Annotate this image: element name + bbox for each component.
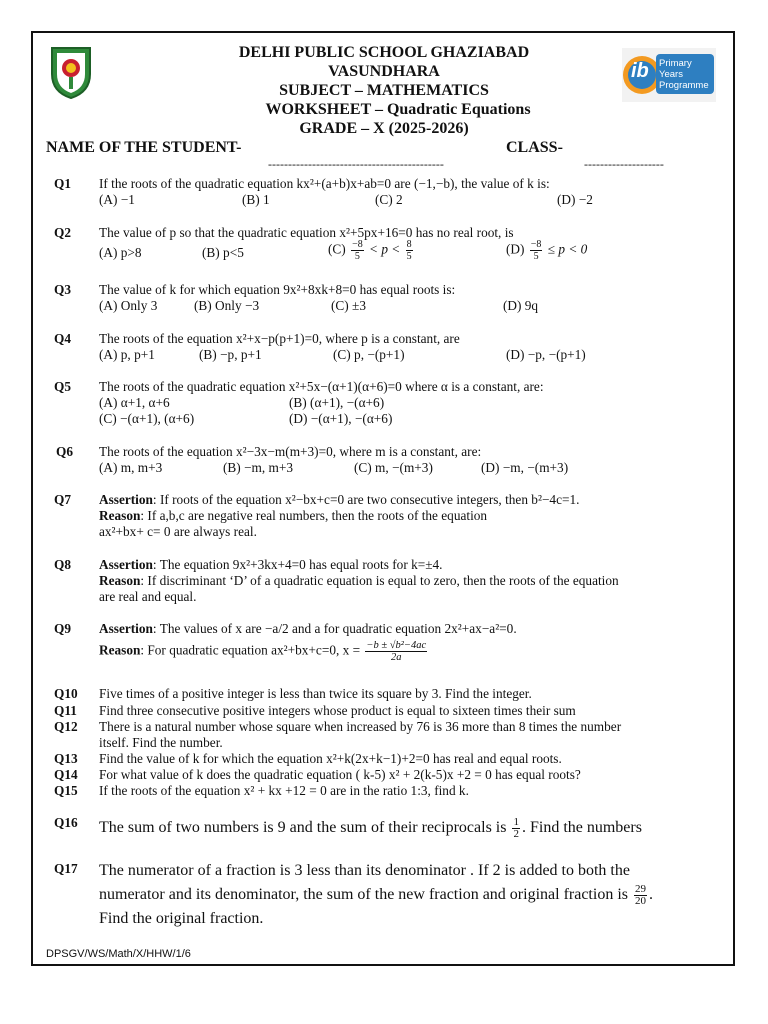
q7-number: Q7: [54, 492, 71, 507]
q9-reason: [99, 640, 429, 663]
q6-option-a: (A) m, m+3: [99, 460, 163, 475]
q4-text: The roots of the equation x²+x−p(p+1)=0, where p is a constant, are: [99, 331, 460, 346]
q13-number: Q13: [54, 751, 78, 766]
q9-assertion-text: : The values of x are −a/2 and a for quadratic equation 2x²+ax−a²=0.: [152, 621, 517, 636]
q1-option-c: (C) 2: [375, 192, 403, 207]
student-name-line: --------------------------------------------: [268, 157, 444, 171]
ib-programme-label: Primary Years Programme: [659, 58, 709, 91]
q2-fraction-neg-num: −8: [352, 239, 363, 250]
q7-assertion: [99, 492, 579, 508]
q14-number: Q14: [54, 767, 78, 782]
q5-option-c: (C) −(α+1), (α+6): [99, 411, 195, 426]
q2-option-d-label: (D): [506, 241, 525, 257]
q10-text: Five times of a positive integer is less than twice its square by 3. Find the integer.: [99, 686, 532, 701]
q15-number: Q15: [54, 783, 78, 798]
q7-reason-text: : If a,b,c are negative real numbers, then the roots of the equation: [140, 508, 488, 523]
q2-fraction-d-den: 5: [533, 251, 539, 262]
q16-fraction-den: 2: [513, 827, 519, 840]
q2-fraction-pos: [406, 239, 413, 262]
q16-text-main: The sum of two numbers is 9 and the sum of their reciprocals is: [99, 819, 507, 836]
q13-text: Find the value of k for which the equation x²+k(2x+k−1)+2=0 has real and equal roots.: [99, 751, 562, 766]
q5-option-d: (D) −(α+1), −(α+6): [289, 411, 393, 426]
q2-fraction-neg-den: 5: [354, 251, 360, 262]
q8-assertion-label: Assertion: [99, 557, 153, 572]
class-line: --------------------: [584, 157, 664, 171]
q2-option-c-mid: < p <: [365, 241, 404, 257]
q3-option-d: (D) 9q: [503, 298, 539, 313]
class-label: CLASS-: [506, 139, 563, 156]
q5-number: Q5: [54, 379, 71, 394]
q2-fraction-d-num: −8: [530, 239, 542, 250]
q8-reason-text: : If discriminant ‘D’ of a quadratic equation is equal to zero, then the roots of the equation: [140, 573, 619, 588]
q2-fraction-neg: [351, 239, 364, 262]
q8-reason: [99, 573, 619, 589]
q1-number: Q1: [54, 176, 71, 191]
q12-text-continued: itself. Find the number.: [99, 735, 223, 750]
q1-option-b: (B) 1: [242, 192, 270, 207]
q17-number: Q17: [54, 861, 78, 876]
q17-fraction-num: 29: [634, 882, 646, 895]
q5-text: The roots of the quadratic equation x²+5x−(α+1)(α+6)=0 where α is a constant, are:: [99, 379, 544, 394]
q8-assertion: [99, 557, 443, 573]
q4-number: Q4: [54, 331, 71, 346]
q4-option-b: (B) −p, p+1: [199, 347, 262, 362]
q10-number: Q10: [54, 686, 78, 701]
q17-line2-text: numerator and its denominator, the sum of the new fraction and original fraction is: [99, 886, 628, 903]
q12-number: Q12: [54, 719, 78, 734]
q1-option-a: (A) −1: [99, 192, 135, 207]
q17-line1: The numerator of a fraction is 3 less than its denominator . If 2 is added to both the: [99, 862, 630, 879]
q16-text-end: . Find the numbers: [521, 819, 642, 836]
q6-option-b: (B) −m, m+3: [223, 460, 294, 475]
q9-reason-text: : For quadratic equation ax²+bx+c=0, x =: [140, 642, 361, 658]
q2-fraction-pos-den: 5: [406, 251, 412, 262]
q2-option-d: [506, 239, 587, 262]
q1-option-d: (D) −2: [557, 192, 593, 207]
q3-text: The value of k for which equation 9x²+8xk+8=0 has equal roots is:: [99, 282, 456, 297]
q11-number: Q11: [54, 703, 77, 718]
q4-option-d: (D) −p, −(p+1): [506, 347, 586, 362]
q4-option-c: (C) p, −(p+1): [333, 347, 405, 362]
q9-formula-num: −b ± √b²−4ac: [366, 640, 427, 651]
q1-text: If the roots of the quadratic equation kx²+(a+b)x+ab=0 are (−1,−b), the value of k is:: [99, 176, 550, 191]
q9-quadratic-formula: [365, 640, 427, 663]
q17-line3: Find the original fraction.: [99, 910, 264, 927]
q12-text: There is a natural number whose square when increased by 76 is 36 more than 8 times the number: [99, 719, 622, 734]
q2-option-c-label: (C): [328, 241, 346, 257]
q17-fraction: [634, 884, 647, 907]
q3-number: Q3: [54, 282, 71, 297]
q9-number: Q9: [54, 621, 71, 636]
q7-assertion-text: : If roots of the equation x²−bx+c=0 are two consecutive integers, then b²−4c=1.: [152, 492, 580, 507]
q6-text: The roots of the equation x²−3x−m(m+3)=0, where m is a constant, are:: [99, 444, 482, 459]
q3-option-a: (A) Only 3: [99, 298, 158, 313]
q7-reason-continued: ax²+bx+ c= 0 are always real.: [99, 524, 257, 539]
grade-title: GRADE – X (2025-2026): [299, 120, 469, 137]
q2-option-d-rest: ≤ p < 0: [544, 241, 588, 257]
q16-text: [99, 816, 642, 840]
q4-option-a: (A) p, p+1: [99, 347, 155, 362]
subject-title: SUBJECT – MATHEMATICS: [279, 82, 489, 99]
ib-mark: ib: [631, 60, 649, 82]
q3-option-c: (C) ±3: [331, 298, 366, 313]
student-name-label: NAME OF THE STUDENT-: [46, 139, 242, 156]
document-code: DPSGV/WS/Math/X/HHW/1/6: [46, 948, 191, 960]
q9-formula-den: 2a: [391, 652, 402, 663]
q6-option-c: (C) m, −(m+3): [354, 460, 433, 475]
q9-assertion: [99, 621, 517, 637]
q9-reason-label: Reason: [99, 642, 141, 658]
q6-option-d: (D) −m, −(m+3): [481, 460, 569, 475]
q11-text: Find three consecutive positive integers whose product is equal to sixteen times their sum: [99, 703, 576, 718]
q8-reason-continued: are real and equal.: [99, 589, 197, 604]
q16-fraction-num: 1: [513, 815, 519, 828]
q17-line2-end: .: [648, 886, 653, 903]
school-branch: VASUNDHARA: [328, 63, 440, 80]
q5-option-a: (A) α+1, α+6: [99, 395, 170, 410]
q7-reason-label: Reason: [99, 508, 141, 523]
q14-text: For what value of k does the quadratic equation ( k-5) x² + 2(k-5)x +2 = 0 has equal roots?: [99, 767, 581, 782]
q16-fraction: [512, 817, 520, 840]
q15-text: If the roots of the equation x² + kx +12 = 0 are in the ratio 1:3, find k.: [99, 783, 469, 798]
q2-option-b: (B) p<5: [202, 245, 244, 260]
worksheet-title: WORKSHEET – Quadratic Equations: [265, 101, 531, 118]
q2-text: The value of p so that the quadratic equation x²+5px+16=0 has no real root, is: [99, 225, 514, 240]
school-name: DELHI PUBLIC SCHOOL GHAZIABAD: [238, 44, 530, 61]
q7-reason: [99, 508, 487, 524]
q17-fraction-den: 20: [634, 894, 646, 907]
q8-number: Q8: [54, 557, 71, 572]
q8-assertion-text: : The equation 9x²+3kx+4=0 has equal roots for k=±4.: [152, 557, 443, 572]
q9-assertion-label: Assertion: [99, 621, 153, 636]
q5-option-b: (B) (α+1), −(α+6): [289, 395, 385, 410]
q2-fraction-pos-num: 8: [406, 239, 412, 250]
q2-fraction-d: [530, 239, 543, 262]
q3-option-b: (B) Only −3: [194, 298, 260, 313]
q17-line2: [99, 883, 653, 907]
q2-option-c: [328, 239, 415, 262]
q16-number: Q16: [54, 815, 78, 830]
q7-assertion-label: Assertion: [99, 492, 153, 507]
q6-number: Q6: [56, 444, 73, 459]
q8-reason-label: Reason: [99, 573, 141, 588]
q2-option-a: (A) p>8: [99, 245, 142, 260]
q2-number: Q2: [54, 225, 71, 240]
